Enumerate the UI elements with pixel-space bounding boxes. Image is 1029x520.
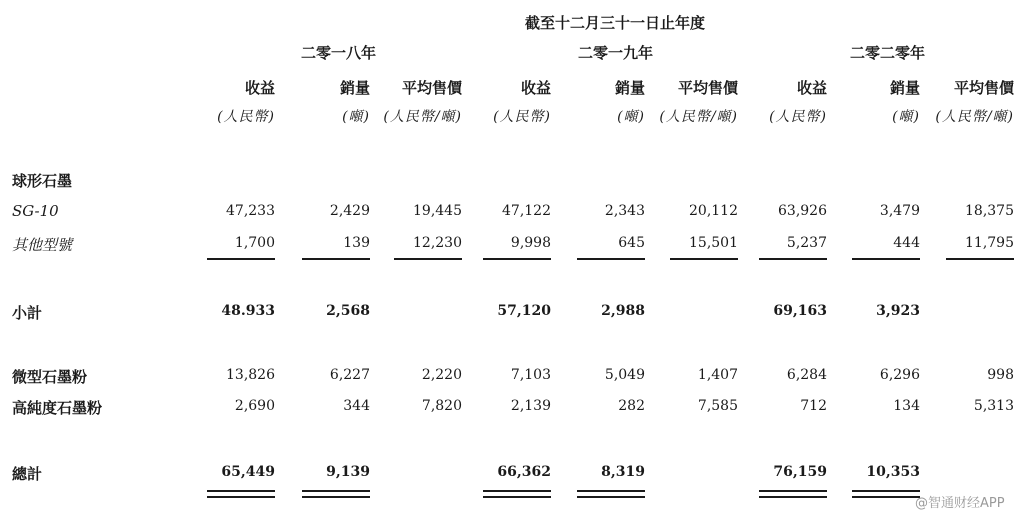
- table-cell: 66,362: [497, 464, 551, 480]
- col-header-volume-2019: 銷量: [614, 79, 645, 97]
- total-double-rule: [207, 490, 275, 492]
- table-cell: 63,926: [778, 203, 827, 219]
- col-header-asp-2019: 平均售價: [677, 79, 738, 97]
- table-cell: 65,449: [221, 464, 275, 480]
- col-header-asp-2018: 平均售價: [401, 79, 462, 97]
- table-cell: 15,501: [689, 235, 738, 251]
- unit-revenue-2018: (人民幣): [217, 109, 275, 125]
- table-cell: 47,233: [226, 203, 275, 219]
- table-cell: 2,568: [326, 303, 370, 319]
- table-cell: 2,343: [604, 203, 645, 219]
- total-double-rule: [759, 490, 827, 492]
- col-header-asp-2020: 平均售價: [953, 79, 1014, 97]
- table-cell: 1,700: [234, 235, 275, 251]
- total-double-rule: [302, 490, 370, 492]
- table-cell: 20,112: [689, 203, 738, 219]
- total-double-rule: [577, 490, 645, 492]
- table-cell: 5,049: [604, 367, 645, 383]
- table-cell: 444: [893, 235, 920, 251]
- table-cell: 2,429: [329, 203, 370, 219]
- table-cell: 69,163: [773, 303, 827, 319]
- unit-volume-2019: (噸): [617, 109, 645, 125]
- row-label: 其他型號: [12, 236, 73, 254]
- table-cell: 282: [618, 398, 645, 414]
- table-cell: 712: [800, 398, 827, 414]
- table-cell: 13,826: [226, 367, 275, 383]
- total-double-rule: [759, 496, 827, 498]
- table-cell: 645: [618, 235, 645, 251]
- subtotal-rule: [670, 258, 738, 260]
- subtotal-rule: [577, 258, 645, 260]
- watermark: @智通财经APP: [915, 496, 1005, 511]
- table-cell: 9,139: [326, 464, 370, 480]
- period-header: 截至十二月三十一日止年度: [525, 14, 706, 32]
- unit-revenue-2020: (人民幣): [769, 109, 827, 125]
- total-double-rule: [483, 496, 551, 498]
- subtotal-rule: [302, 258, 370, 260]
- unit-volume-2018: (噸): [342, 109, 370, 125]
- unit-asp-2020: (人民幣/噸): [935, 109, 1014, 125]
- year-header-2020: 二零二零年: [850, 44, 926, 62]
- table-cell: 11,795: [965, 235, 1014, 251]
- col-header-revenue-2020: 收益: [796, 79, 827, 97]
- row-label: 球形石墨: [12, 172, 73, 190]
- table-cell: 48.933: [221, 303, 275, 319]
- subtotal-rule: [483, 258, 551, 260]
- table-cell: 3,479: [879, 203, 920, 219]
- table-cell: 6,296: [879, 367, 920, 383]
- table-cell: 10,353: [866, 464, 920, 480]
- table-cell: 344: [343, 398, 370, 414]
- subtotal-rule: [207, 258, 275, 260]
- table-cell: 12,230: [413, 235, 462, 251]
- subtotal-rule: [852, 258, 920, 260]
- row-label: SG-10: [12, 202, 59, 220]
- table-cell: 139: [343, 235, 370, 251]
- table-cell: 7,103: [510, 367, 551, 383]
- table-cell: 5,313: [973, 398, 1014, 414]
- table-cell: 19,445: [413, 203, 462, 219]
- row-label: 微型石墨粉: [12, 368, 88, 386]
- col-header-volume-2020: 銷量: [889, 79, 920, 97]
- total-double-rule: [483, 490, 551, 492]
- table-cell: 2,690: [234, 398, 275, 414]
- unit-volume-2020: (噸): [892, 109, 920, 125]
- table-cell: 6,284: [786, 367, 827, 383]
- table-cell: 8,319: [601, 464, 645, 480]
- table-cell: 134: [893, 398, 920, 414]
- subtotal-rule: [759, 258, 827, 260]
- table-cell: 2,139: [510, 398, 551, 414]
- table-cell: 1,407: [697, 367, 738, 383]
- table-cell: 47,122: [502, 203, 551, 219]
- unit-revenue-2019: (人民幣): [493, 109, 551, 125]
- table-cell: 2,220: [421, 367, 462, 383]
- unit-asp-2018: (人民幣/噸): [383, 109, 462, 125]
- total-double-rule: [852, 490, 920, 492]
- col-header-revenue-2018: 收益: [244, 79, 275, 97]
- row-label: 總計: [12, 465, 43, 483]
- table-cell: 998: [987, 367, 1014, 383]
- unit-asp-2019: (人民幣/噸): [659, 109, 738, 125]
- subtotal-rule: [946, 258, 1014, 260]
- total-double-rule: [577, 496, 645, 498]
- table-cell: 5,237: [786, 235, 827, 251]
- table-cell: 9,998: [510, 235, 551, 251]
- table-cell: 6,227: [329, 367, 370, 383]
- table-cell: 57,120: [497, 303, 551, 319]
- row-label: 高純度石墨粉: [12, 399, 103, 417]
- year-header-2019: 二零一九年: [578, 44, 654, 62]
- table-cell: 2,988: [601, 303, 645, 319]
- row-label: 小計: [12, 304, 43, 322]
- total-double-rule: [302, 496, 370, 498]
- total-double-rule: [852, 496, 920, 498]
- table-cell: 76,159: [773, 464, 827, 480]
- table-cell: 3,923: [876, 303, 920, 319]
- table-cell: 18,375: [965, 203, 1014, 219]
- col-header-revenue-2019: 收益: [520, 79, 551, 97]
- col-header-volume-2018: 銷量: [339, 79, 370, 97]
- table-cell: 7,820: [421, 398, 462, 414]
- total-double-rule: [207, 496, 275, 498]
- table-cell: 7,585: [697, 398, 738, 414]
- subtotal-rule: [394, 258, 462, 260]
- year-header-2018: 二零一八年: [301, 44, 377, 62]
